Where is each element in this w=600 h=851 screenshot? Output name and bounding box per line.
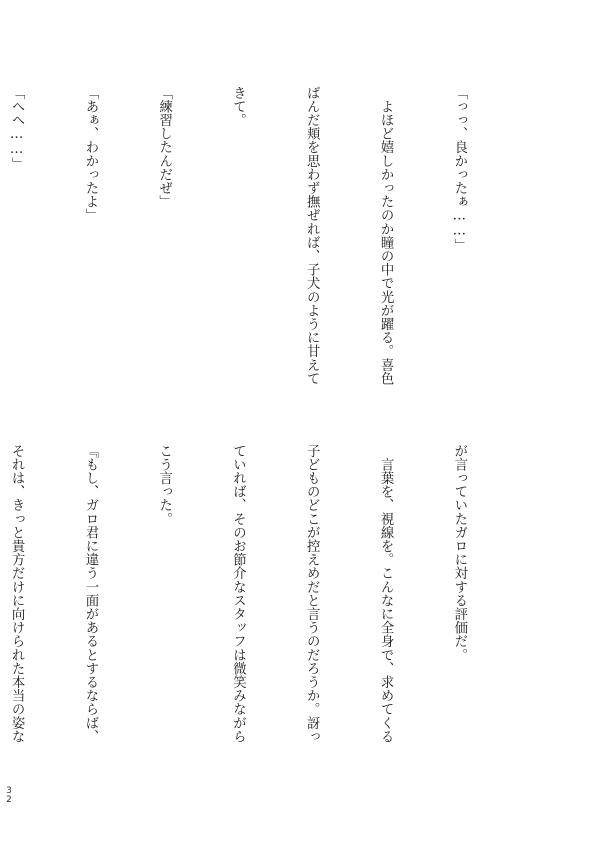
text-line: 『もし、ガロ君に違う一面があるとするならば、 [82, 444, 98, 744]
text-line: 子どものどこが控えめだと言うのだろうか。訝っ [304, 444, 320, 744]
text-line: 「へへ……」 [9, 86, 25, 171]
page-number: 32 [6, 786, 12, 805]
lower-text-block [9, 444, 520, 769]
upper-text-block [9, 86, 520, 411]
text-line: が言っていたガロに対する評価だ。 [451, 444, 467, 662]
text-line: きて。 [230, 86, 246, 127]
text-line: 「っっ、良かったぁ……」 [451, 86, 467, 253]
text-line: 言葉を、視線を。こんなに全身で、求めてくる [378, 444, 394, 744]
text-line: ばんだ頬を思わず撫ぜれば、子犬のように甘えて [304, 86, 320, 386]
text-line: よほど嬉しかったのか瞳の中で光が躍る。喜色 [378, 86, 394, 386]
text-line: 「練習したんだぜ」 [156, 86, 172, 209]
text-line: それは、きっと貴方だけに向けられた本当の姿な [9, 444, 25, 744]
text-line: 「あぁ、わかったよ」 [82, 86, 98, 222]
text-line: ていれば、そのお節介なスタッフは微笑みながら [230, 444, 246, 744]
text-line: こう言った。 [156, 444, 172, 526]
